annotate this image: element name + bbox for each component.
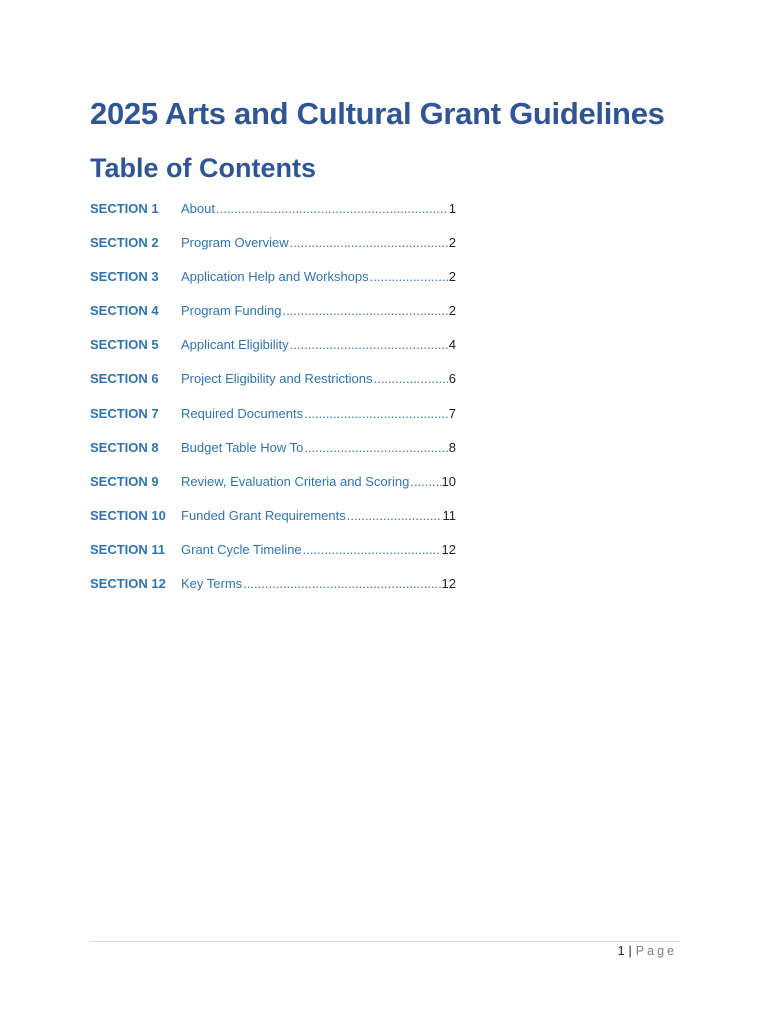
toc-page-number: 2 [448,235,456,251]
toc-section-number: SECTION 11 [90,541,166,557]
page-footer [618,944,677,958]
toc-dot-leader [216,201,448,216]
toc-dot-leader [410,474,440,489]
toc-section-title: Required Documents [181,405,304,421]
toc-page-number: 6 [448,371,456,387]
toc-page-number: 7 [448,405,456,421]
toc-page-number: 12 [441,541,456,557]
toc-dot-leader [347,508,442,523]
toc-section-number: SECTION 9 [90,473,159,489]
toc-entry-section-12[interactable] [90,576,456,610]
toc-section-number: SECTION 4 [90,303,159,319]
toc-section-number: SECTION 5 [90,337,159,353]
toc-section-title: Program Overview [181,235,289,251]
toc-entry-section-9[interactable] [90,474,456,508]
toc-section-number: SECTION 7 [90,405,159,421]
toc-section-title: Key Terms [181,576,243,592]
footer-page-label: Page [635,944,677,958]
toc-dot-leader [290,337,448,352]
footer-page-number: 1 [617,944,625,958]
toc-entry-section-4[interactable] [90,303,456,337]
toc-entry-section-5[interactable] [90,337,456,371]
toc-section-title: Application Help and Workshops [181,269,369,285]
toc-section-title: Applicant Eligibility [181,337,289,353]
toc-entry-section-6[interactable] [90,371,456,405]
toc-page-number: 10 [441,473,456,489]
toc-entry-section-1[interactable] [90,201,456,235]
toc-entry-section-2[interactable] [90,235,456,269]
toc-page-number: 8 [448,439,456,455]
toc-section-title: Funded Grant Requirements [181,507,346,523]
toc-dot-leader [373,371,447,386]
toc-entry-section-11[interactable] [90,542,456,576]
toc-entry-section-8[interactable] [90,440,456,474]
toc-dot-leader [370,269,448,284]
toc-section-number: SECTION 12 [90,576,166,592]
toc-section-number: SECTION 6 [90,371,159,387]
toc-page-number: 2 [448,303,456,319]
footer-divider [90,941,680,942]
document-title: 2025 Arts and Cultural Grant Guidelines [90,96,665,131]
toc-dot-leader [243,576,440,591]
toc-section-title: Review, Evaluation Criteria and Scoring [181,473,410,489]
toc-section-title: Project Eligibility and Restrictions [181,371,373,387]
toc-heading: Table of Contents [90,153,316,183]
toc-page-number: 4 [448,337,456,353]
toc-dot-leader [303,542,441,557]
toc-section-number: SECTION 8 [90,439,159,455]
toc-entry-section-7[interactable] [90,406,456,440]
toc-section-number: SECTION 1 [90,201,159,216]
toc-section-title: Budget Table How To [181,439,304,455]
toc-page-number: 1 [448,201,456,216]
toc-section-number: SECTION 3 [90,269,159,285]
toc-dot-leader [290,235,448,250]
toc-page-number: 2 [448,269,456,285]
toc-page-number: 12 [441,576,456,592]
toc-section-number: SECTION 10 [90,507,166,523]
toc-section-title: Program Funding [181,303,282,319]
toc-dot-leader [304,406,448,421]
table-of-contents [90,201,456,610]
toc-page-number: 11 [442,507,456,523]
toc-entry-section-3[interactable] [90,269,456,303]
toc-dot-leader [304,440,447,455]
toc-section-title: Grant Cycle Timeline [181,541,302,557]
toc-entry-section-10[interactable] [90,508,456,542]
toc-section-number: SECTION 2 [90,235,159,251]
toc-section-title: About [181,201,215,216]
toc-dot-leader [282,303,447,318]
footer-separator: | [628,944,632,958]
